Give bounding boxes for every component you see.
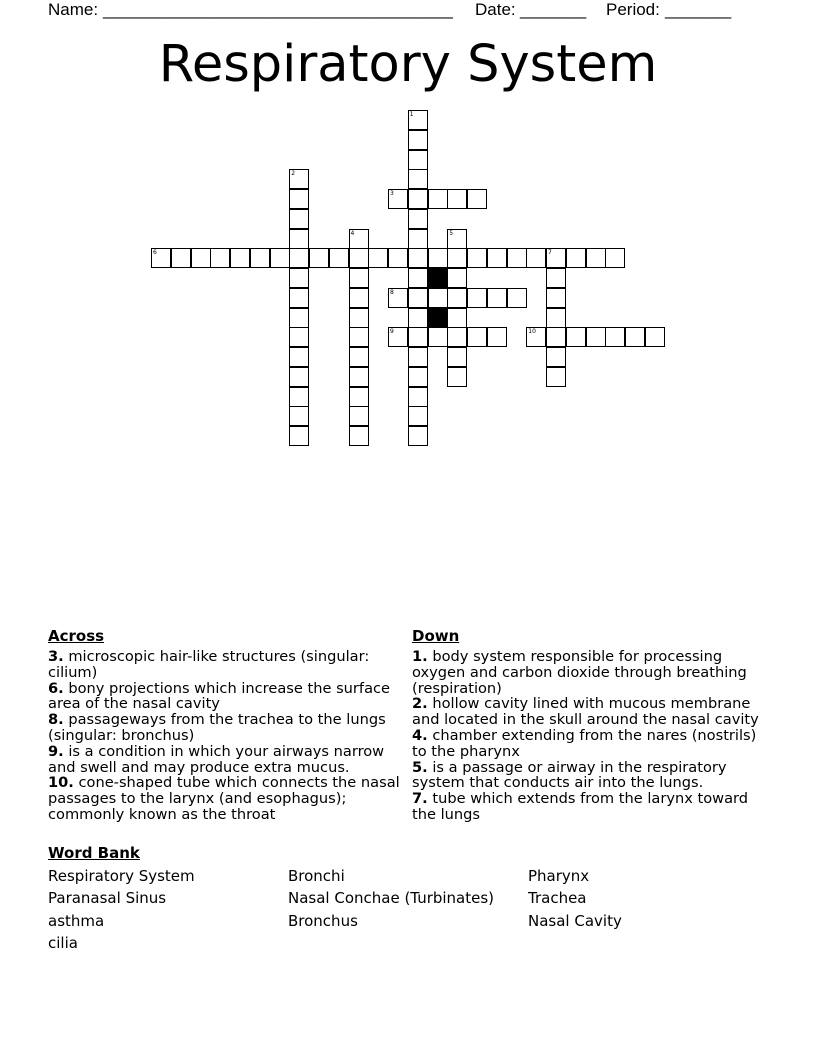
crossword-cell[interactable] xyxy=(368,248,388,268)
clue-number: 2 xyxy=(291,170,296,178)
crossword-cell[interactable] xyxy=(289,229,309,249)
crossword-cell[interactable] xyxy=(507,248,527,268)
crossword-cell[interactable] xyxy=(447,268,467,288)
crossword-cell[interactable] xyxy=(408,130,428,150)
crossword-cell[interactable] xyxy=(408,229,428,249)
crossword-cell[interactable] xyxy=(605,327,625,347)
crossword-cell[interactable] xyxy=(408,308,428,328)
crossword-cell[interactable] xyxy=(408,406,428,426)
crossword-cell[interactable] xyxy=(349,367,369,387)
crossword-cell[interactable] xyxy=(408,426,428,446)
clue-number: 6 xyxy=(153,249,157,257)
crossword-cell[interactable] xyxy=(349,288,369,308)
period-blank[interactable]: _______ xyxy=(665,0,732,19)
crossword-cell[interactable] xyxy=(447,229,467,249)
crossword-cell[interactable] xyxy=(210,248,230,268)
clue-number: 9 xyxy=(390,328,394,336)
word-bank-item: Nasal Cavity xyxy=(528,912,622,930)
word-bank-item: Paranasal Sinus xyxy=(48,889,167,907)
crossword-cell[interactable] xyxy=(447,248,467,268)
crossword-cell[interactable] xyxy=(408,288,428,308)
crossword-cell[interactable] xyxy=(467,327,487,347)
clue-across-9: 9. is a condition in which your airways narrow and swell and may produce extra mucus. xyxy=(48,742,385,776)
crossword-cell[interactable] xyxy=(349,268,369,288)
crossword-cell[interactable] xyxy=(250,248,270,268)
crossword-cell[interactable] xyxy=(586,248,606,268)
crossword-cell[interactable] xyxy=(289,347,309,367)
crossword-cell[interactable] xyxy=(289,169,309,189)
crossword-cell[interactable] xyxy=(191,248,211,268)
crossword-cell[interactable] xyxy=(408,169,428,189)
crossword-cell[interactable] xyxy=(546,248,566,268)
clue-number: 5 xyxy=(449,229,454,237)
clue-across-8: 8. passageways from the trachea to the lungs (singular: bronchus) xyxy=(48,711,386,744)
crossword-cell[interactable] xyxy=(408,110,428,130)
date-blank[interactable]: _______ xyxy=(520,0,587,19)
crossword-cell[interactable] xyxy=(428,288,448,308)
name-label: Name: xyxy=(48,0,99,19)
clue-number: 1 xyxy=(409,111,414,118)
crossword-cell[interactable] xyxy=(349,347,369,367)
crossword-cell[interactable] xyxy=(487,248,507,268)
crossword-cell[interactable] xyxy=(546,268,566,288)
across-clues xyxy=(48,628,408,823)
crossword-cell[interactable] xyxy=(566,327,586,347)
crossword-cell[interactable] xyxy=(605,248,625,268)
crossword-cell[interactable] xyxy=(467,288,487,308)
crossword-cell[interactable] xyxy=(507,288,527,308)
crossword-cell[interactable] xyxy=(289,268,309,288)
crossword-cell[interactable] xyxy=(289,248,309,268)
crossword-cell[interactable] xyxy=(289,387,309,407)
crossword-cell[interactable] xyxy=(349,308,369,328)
clue-number: 4 xyxy=(350,229,355,237)
crossword-cell[interactable] xyxy=(151,248,171,268)
crossword-cell[interactable] xyxy=(289,308,309,328)
crossword-cell[interactable] xyxy=(349,426,369,446)
clue-down-5: 5. is a passage or airway in the respiratory system that conducts air into the lungs. xyxy=(412,758,727,792)
clue-number: 7 xyxy=(548,249,552,257)
crossword-cell[interactable] xyxy=(428,189,448,209)
crossword-cell[interactable] xyxy=(388,189,408,209)
crossword-cell[interactable] xyxy=(289,288,309,308)
word-bank-item: Nasal Conchae (Turbinates) xyxy=(288,889,495,907)
crossword-cell[interactable] xyxy=(447,288,467,308)
across-heading: Across xyxy=(48,627,105,645)
crossword-cell[interactable] xyxy=(526,327,546,347)
crossword-cell[interactable] xyxy=(586,327,606,347)
crossword-cell[interactable] xyxy=(349,327,369,347)
blocked-cell xyxy=(428,268,448,288)
crossword-cell[interactable] xyxy=(408,268,428,288)
crossword-cell[interactable] xyxy=(467,248,487,268)
crossword-cell[interactable] xyxy=(329,248,349,268)
crossword-cell[interactable] xyxy=(487,327,507,347)
blocked-cell xyxy=(428,308,448,328)
word-bank-heading: Word Bank xyxy=(48,844,140,862)
crossword-cell[interactable] xyxy=(289,406,309,426)
clue-down-4: 4. chamber extending from the nares (nostrils) to the pharynx xyxy=(412,726,757,760)
clue-across-6: 6. bony projections which increase the surface area of the nasal cavity xyxy=(48,679,391,713)
crossword-cell[interactable] xyxy=(526,248,546,268)
word-bank-item: Pharynx xyxy=(528,867,590,885)
crossword-cell[interactable] xyxy=(408,248,428,268)
clue-across-3: 3. microscopic hair-like structures (singular: cilium) xyxy=(48,648,370,681)
crossword-cell[interactable] xyxy=(447,327,467,347)
word-bank-item: asthma xyxy=(48,912,105,930)
word-bank-item: Trachea xyxy=(528,889,587,907)
crossword-cell[interactable] xyxy=(546,347,566,367)
crossword-cell[interactable] xyxy=(408,387,428,407)
crossword-cell[interactable] xyxy=(408,150,428,170)
crossword-cell[interactable] xyxy=(270,248,290,268)
crossword-cell[interactable] xyxy=(645,327,665,347)
crossword-cell[interactable] xyxy=(408,367,428,387)
crossword-cell[interactable] xyxy=(388,327,408,347)
crossword-cell[interactable] xyxy=(289,189,309,209)
crossword-cell[interactable] xyxy=(408,209,428,229)
crossword-cell[interactable] xyxy=(566,248,586,268)
crossword-cell[interactable] xyxy=(487,288,507,308)
period-label: Period: xyxy=(606,0,660,19)
word-bank-item: Respiratory System xyxy=(48,867,195,885)
crossword-cell[interactable] xyxy=(546,308,566,328)
down-clues xyxy=(412,628,768,823)
crossword-cell[interactable] xyxy=(171,248,191,268)
crossword-cell[interactable] xyxy=(447,189,467,209)
crossword-cell[interactable] xyxy=(447,308,467,328)
word-bank-item: cilia xyxy=(48,934,78,952)
clue-down-2: 2. hollow cavity lined with mucous membrane and located in the skull around the nasal cavity xyxy=(412,695,759,729)
crossword-cell[interactable] xyxy=(388,288,408,308)
crossword-cell[interactable] xyxy=(289,327,309,347)
crossword-cell[interactable] xyxy=(447,347,467,367)
crossword-cell[interactable] xyxy=(546,367,566,387)
clue-down-7: 7. tube which extends from the larynx toward the lungs xyxy=(412,790,749,823)
crossword-cell[interactable] xyxy=(408,327,428,347)
crossword-cell[interactable] xyxy=(289,426,309,446)
clue-number: 8 xyxy=(390,288,394,296)
crossword-cell[interactable] xyxy=(408,347,428,367)
crossword-cell[interactable] xyxy=(428,327,448,347)
crossword-cell[interactable] xyxy=(546,288,566,308)
word-bank-item: Bronchus xyxy=(288,912,358,930)
crossword-cell[interactable] xyxy=(408,189,428,209)
crossword-cell[interactable] xyxy=(428,248,448,268)
crossword-cell[interactable] xyxy=(467,189,487,209)
clue-down-1: 1. body system responsible for processing oxygen and carbon dioxide through breathing (respiration) xyxy=(412,648,747,697)
date-label: Date: xyxy=(475,0,516,19)
crossword-cell[interactable] xyxy=(349,229,369,249)
crossword-cell[interactable] xyxy=(447,367,467,387)
crossword-cell[interactable] xyxy=(625,327,645,347)
crossword-cell[interactable] xyxy=(309,248,329,268)
down-heading: Down xyxy=(412,627,460,645)
clue-number: 10 xyxy=(528,328,536,336)
crossword-cell[interactable] xyxy=(349,406,369,426)
page-title: Respiratory System xyxy=(158,35,658,94)
crossword-cell[interactable] xyxy=(546,327,566,347)
crossword-cell[interactable] xyxy=(289,209,309,229)
crossword-cell[interactable] xyxy=(289,367,309,387)
crossword-cell[interactable] xyxy=(230,248,250,268)
clue-number: 3 xyxy=(390,190,394,197)
crossword-cell[interactable] xyxy=(349,248,369,268)
word-bank-item: Bronchi xyxy=(288,867,345,885)
crossword-grid xyxy=(0,0,816,460)
crossword-cell[interactable] xyxy=(349,387,369,407)
name-blank[interactable]: _____________________________________ xyxy=(103,0,453,19)
clue-across-10: 10. cone-shaped tube which connects the nasal passages to the larynx (and esophagus); commonly known as the throat xyxy=(48,774,400,823)
crossword-cell[interactable] xyxy=(388,248,408,268)
